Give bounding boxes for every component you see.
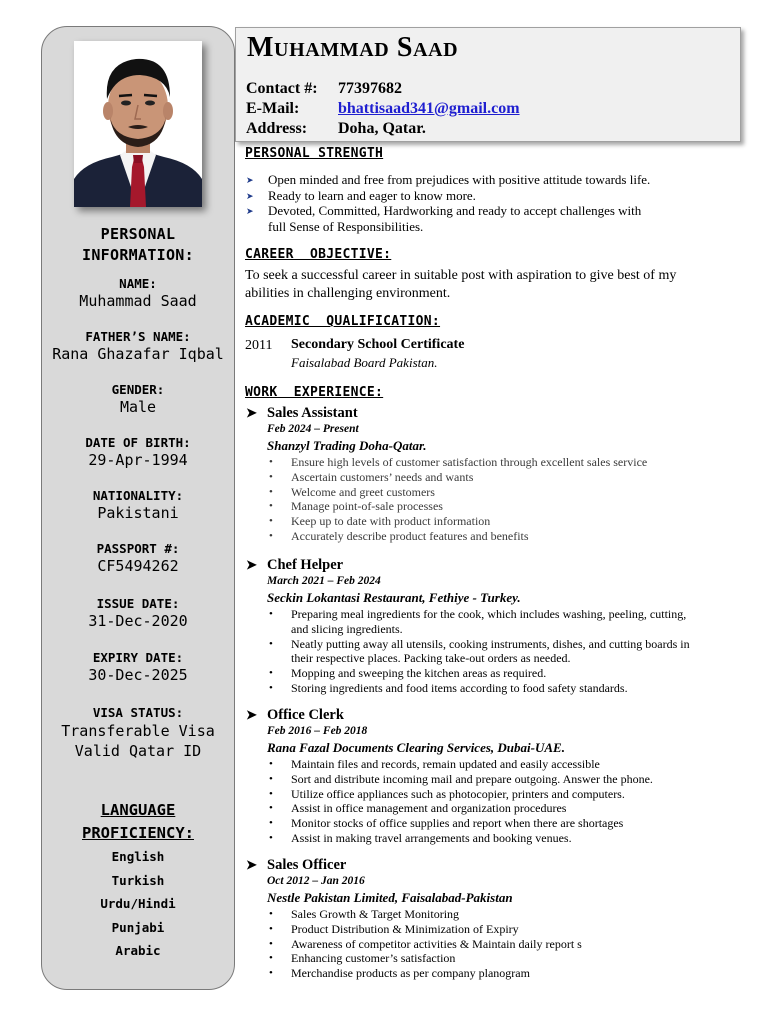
job-dates: Feb 2024 – Present	[267, 423, 359, 435]
info-value: CF5494262	[97, 557, 179, 575]
info-value-second-line: Valid Qatar ID	[74, 742, 202, 760]
job-company: Nestle Pakistan Limited, Faisalabad-Pakistan	[267, 890, 513, 905]
email-label: E-Mail:	[246, 100, 300, 117]
language-item: English	[111, 849, 165, 864]
job-duty: • Keep up to date with product information	[291, 514, 735, 529]
job-duty: • Merchandise products as per company planogram	[291, 966, 735, 981]
language-item: Punjabi	[111, 919, 165, 935]
chevron-right-icon: ➤	[246, 405, 257, 420]
job-duty: • Utilize office appliances such as photocopier, printers and computers.	[291, 787, 735, 802]
info-value: 30-Dec-2025	[88, 666, 188, 684]
career-objective-text	[245, 267, 735, 302]
info-value: 29-Apr-1994	[88, 451, 188, 469]
job-duty-continuation: and slicing ingredients.	[291, 621, 403, 636]
language-heading-line2: PROFICIENCY:	[82, 824, 194, 842]
job-duty: • Awareness of competitor activities & Maintain daily report s	[291, 937, 735, 952]
address-row	[246, 120, 426, 138]
info-value: Rana Ghazafar Iqbal	[52, 345, 224, 363]
info-value: Pakistani	[97, 504, 179, 522]
language-item: Urdu/Hindi	[100, 896, 176, 911]
info-label: GENDER:	[111, 382, 165, 397]
language-heading	[42, 799, 234, 845]
info-gender	[42, 381, 234, 434]
info-label: ISSUE DATE:	[96, 596, 180, 611]
job-duty: • Accurately describe product features and benefits	[291, 529, 735, 544]
education-board: Faisalabad Board Pakistan.	[291, 355, 438, 370]
personal-info-heading-line2: INFORMATION:	[82, 246, 194, 264]
career-objective-line: To seek a successful career in suitable post with aspiration to give best of my	[245, 268, 677, 283]
arrow-bullet-icon: ➤	[246, 206, 254, 217]
job-duty: • Ensure high levels of customer satisfaction through excellent sales service	[291, 455, 735, 470]
strength-item: ➤ Ready to learn and eager to know more.	[246, 187, 476, 203]
strength-item: ➤ Open minded and free from prejudices with positive attitude towards life.	[246, 172, 651, 187]
info-value: 31-Dec-2020	[88, 612, 188, 630]
job-company: Rana Fazal Documents Clearing Services, Dubai-UAE.	[267, 740, 565, 755]
academic-qualification-title: ACADEMIC QUALIFICATION:	[245, 314, 441, 329]
personal-strength-list	[245, 172, 735, 234]
job-duty: • Maintain files and records, remain updated and easily accessible	[291, 757, 735, 772]
job-entry	[245, 557, 735, 696]
job-title: ➤ Sales Officer	[246, 857, 347, 873]
job-title: ➤ Sales Assistant	[246, 405, 358, 421]
job-duty: • Product Distribution & Minimization of Expiry	[291, 922, 735, 937]
education-certificate: Secondary School Certificate	[291, 337, 465, 352]
chevron-right-icon: ➤	[246, 857, 257, 872]
strength-item: ➤ Devoted, Committed, Hardworking and ready to accept challenges with	[246, 203, 642, 219]
info-nationality	[42, 487, 234, 540]
career-objective-title: CAREER OBJECTIVE:	[245, 247, 392, 262]
chevron-right-icon: ➤	[246, 707, 257, 722]
info-father-name	[42, 328, 234, 381]
language-item: Turkish	[111, 872, 165, 888]
job-title: ➤ Chef Helper	[246, 557, 344, 573]
info-label: NAME:	[119, 276, 157, 291]
personal-info-heading	[42, 224, 234, 266]
email-row	[246, 100, 520, 118]
arrow-bullet-icon: ➤	[246, 175, 254, 185]
work-experience-title: WORK EXPERIENCE:	[245, 385, 384, 400]
info-expiry-date	[42, 649, 234, 704]
personal-info-sidebar	[41, 26, 235, 990]
profile-photo-image	[74, 41, 202, 207]
job-duty: • Enhancing customer’s satisfaction	[291, 951, 735, 966]
arrow-bullet-icon: ➤	[246, 190, 254, 201]
personal-info-heading-line1: PERSONAL	[100, 225, 176, 243]
language-heading-line1: LANGUAGE	[100, 801, 176, 819]
job-dates: Feb 2016 – Feb 2018	[267, 725, 368, 737]
job-duties	[245, 607, 735, 696]
job-company: Seckin Lokantasi Restaurant, Fethiye - Turkey.	[267, 590, 521, 605]
job-duty: • Mopping and sweeping the kitchen areas as required.	[291, 666, 735, 681]
contact-value: 77397682	[338, 80, 402, 97]
job-duties	[245, 455, 735, 544]
personal-info-list	[42, 275, 234, 760]
career-objective-line: abilities in challenging environment.	[245, 285, 451, 301]
address-value: Doha, Qatar.	[338, 120, 426, 137]
education-year: 2011	[245, 338, 273, 353]
job-duty: • Neatly putting away all utensils, cooking instruments, dishes, and cutting boards in	[291, 637, 735, 652]
job-entry	[245, 707, 735, 846]
job-dates: March 2021 – Feb 2024	[267, 575, 381, 587]
language-item: Arabic	[115, 943, 161, 958]
info-passport	[42, 540, 234, 595]
info-label: FATHER’S NAME:	[85, 329, 191, 344]
chevron-right-icon: ➤	[246, 557, 257, 572]
info-value: Muhammad Saad	[79, 292, 197, 310]
info-label: NATIONALITY:	[92, 488, 184, 503]
job-duty: • Monitor stocks of office supplies and report when there are shortages	[291, 816, 735, 831]
info-label: PASSPORT #:	[96, 541, 180, 556]
email-link[interactable]: bhattisaad341@gmail.com	[338, 100, 520, 117]
info-value: Transferable Visa	[61, 722, 215, 740]
job-duty: • Preparing meal ingredients for the cook, which includes washing, peeling, cutting,	[291, 607, 735, 622]
job-dates: Oct 2012 – Jan 2016	[267, 875, 365, 887]
strength-item-continuation: full Sense of Responsibilities.	[268, 218, 424, 234]
personal-strength-title: PERSONAL STRENGTH	[245, 146, 384, 161]
contact-row	[246, 80, 402, 98]
info-label: EXPIRY DATE:	[92, 650, 184, 665]
job-duty: • Sales Growth & Target Monitoring	[291, 907, 735, 922]
info-label: VISA STATUS:	[92, 705, 184, 720]
info-name	[42, 275, 234, 328]
job-entry	[245, 405, 735, 544]
candidate-name: Muhammad Saad	[247, 32, 459, 63]
contact-label: Contact #:	[246, 80, 318, 97]
job-duty-continuation: their respective places. Packing take-out orders as needed.	[291, 651, 571, 666]
language-list	[42, 845, 234, 963]
job-duty: • Ascertain customers’ needs and wants	[291, 470, 735, 485]
job-duties	[245, 757, 735, 846]
job-duty: • Welcome and greet customers	[291, 485, 735, 500]
info-date-of-birth	[42, 434, 234, 487]
job-duties	[245, 907, 735, 981]
job-entry	[245, 857, 735, 981]
profile-photo	[74, 41, 202, 207]
job-duty: • Assist in office management and organization procedures	[291, 801, 735, 816]
info-label: DATE OF BIRTH:	[85, 435, 191, 450]
info-visa-status	[42, 704, 234, 760]
job-duty: • Manage point-of-sale processes	[291, 499, 735, 514]
job-company: Shanzyl Trading Doha-Qatar.	[267, 438, 427, 453]
job-duty: • Assist in making travel arrangements and booking venues.	[291, 831, 735, 846]
info-value: Male	[119, 398, 157, 416]
info-issue-date	[42, 595, 234, 649]
job-duty: • Storing ingredients and food items according to food safety standards.	[291, 681, 735, 696]
job-duty: • Sort and distribute incoming mail and prepare outgoing. Answer the phone.	[291, 772, 735, 787]
address-label: Address:	[246, 120, 308, 137]
job-title: ➤ Office Clerk	[246, 707, 344, 723]
header-box	[235, 27, 741, 142]
